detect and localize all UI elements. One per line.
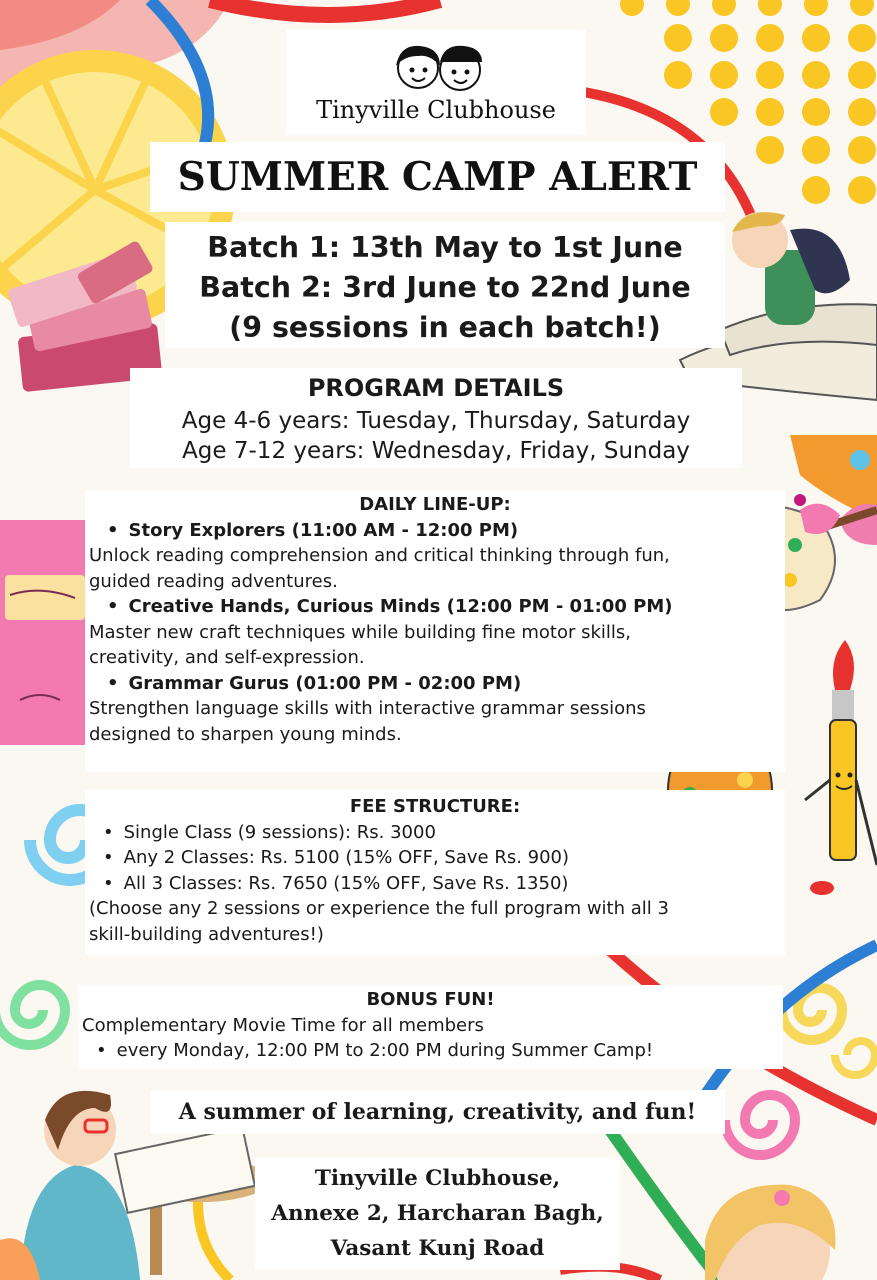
lineup-item-2 [85,594,785,671]
lineup-item-1 [85,518,785,595]
red-stripe [210,0,440,15]
headline: SUMMER CAMP ALERT [150,142,725,212]
program-age-7-12: Age 7-12 years: Wednesday, Friday, Sunday [182,438,690,464]
program-age-4-6: Age 4-6 years: Tuesday, Thursday, Saturday [181,408,691,434]
pink-swirl-icon [725,1095,795,1155]
kids-logo-icon [378,36,498,96]
daily-lineup [85,490,785,772]
fee-note-1: (Choose any 2 sessions or experience the full program with all 3 [89,898,669,919]
fee-note-2: skill-building adventures!) [89,923,324,945]
fee-title: FEE STRUCTURE: [349,796,521,817]
lineup-item-1-desc-2: guided reading adventures. [89,570,338,592]
program-details [130,368,742,468]
program-title: PROGRAM DETAILS [307,374,565,402]
lineup-title: DAILY LINE-UP: [359,494,511,515]
address-block [255,1158,620,1270]
fee-single: • Single Class (9 sessions): Rs. 3000 [85,820,785,846]
bonus-fun [78,985,783,1069]
lineup-item-2-desc-1: Master new craft techniques while building fine motor skills, [89,621,632,643]
brand-name: Tinyville Clubhouse [316,96,556,124]
bonus-title: BONUS FUN! [366,989,495,1010]
program-schedule [130,406,742,466]
fee-two-classes: • Any 2 Classes: Rs. 5100 (15% OFF, Save Rs. 900) [85,845,785,871]
lineup-item-1-name: • Story Explorers (11:00 AM - 12:00 PM) [89,518,785,544]
lineup-item-3 [85,671,785,748]
lineup-item-2-desc-2: creativity, and self-expression. [89,647,365,668]
lineup-item-3-desc-1: Strengthen language skills with interactive grammar sessions [89,698,646,719]
pink-notebook-icon [0,520,85,745]
address-line-3: Vasant Kunj Road [330,1236,545,1261]
lineup-item-2-name: • Creative Hands, Curious Minds (12:00 PM - 01:00 PM) [89,594,785,620]
logo-block [286,30,586,135]
fee-three-classes: • All 3 Classes: Rs. 7650 (15% OFF, Save Rs. 1350) [85,871,785,897]
batch-1: Batch 1: 13th May to 1st June [207,231,683,264]
address-line-1: Tinyville Clubhouse, [314,1166,561,1191]
fee-structure [85,790,785,955]
small-yellow-swirl-icon [835,1041,875,1075]
green-swirl-icon [0,985,65,1045]
batch-2: Batch 2: 3rd June to 22nd June [199,271,691,304]
green-arc-bottom [610,1130,720,1280]
batch-note: (9 sessions in each batch!) [229,311,661,344]
tagline: A summer of learning, creativity, and fun! [150,1090,725,1134]
batch-dates [165,222,725,348]
address-line-2: Annexe 2, Harcharan Bagh, [271,1201,604,1226]
lineup-item-1-desc-1: Unlock reading comprehension and critical thinking through fun, [89,545,670,566]
bonus-line-2: • every Monday, 12:00 PM to 2:00 PM during Summer Camp! [78,1038,783,1064]
girl-peeking-illustration [705,1185,835,1280]
lineup-item-3-name: • Grammar Gurus (01:00 PM - 02:00 PM) [89,671,785,697]
bonus-line-1: Complementary Movie Time for all members [82,1014,484,1036]
paintbrush-character-illustration [805,640,877,895]
lineup-item-3-desc-2: designed to sharpen young minds. [89,723,402,745]
